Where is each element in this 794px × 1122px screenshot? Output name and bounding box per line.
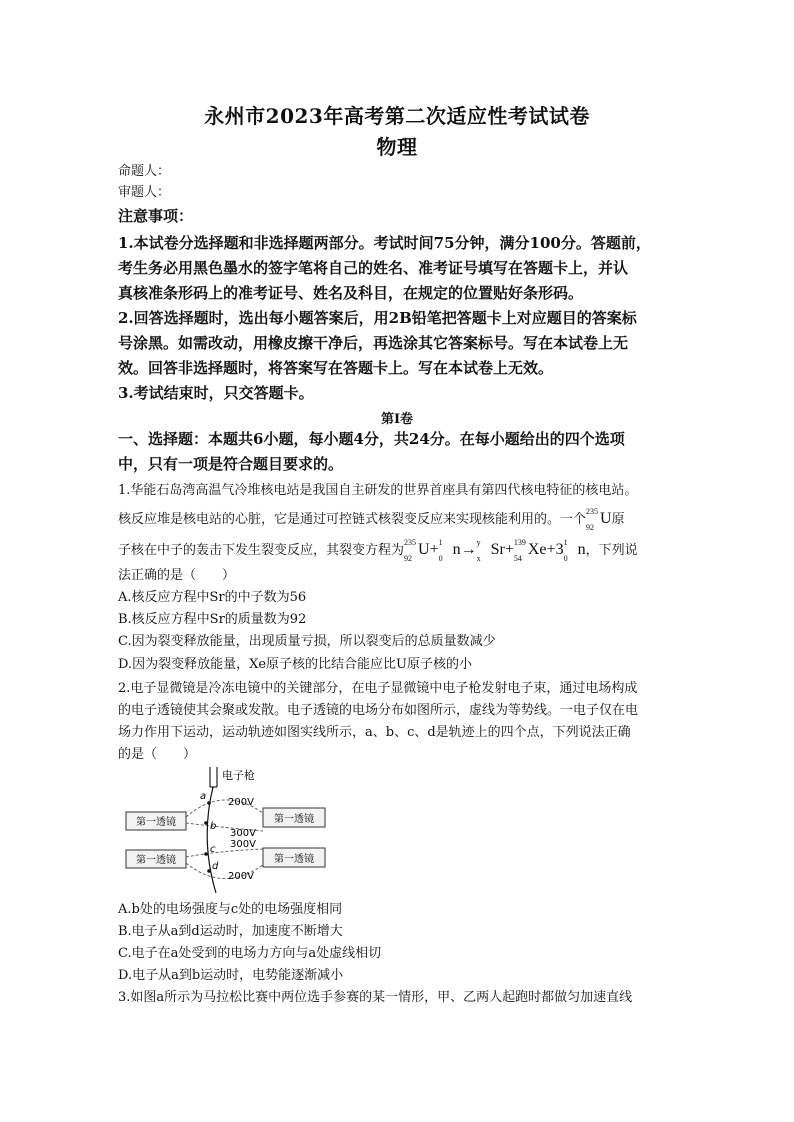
label-a: a <box>200 791 207 802</box>
q1-text: 核反应堆是核电站的心脏，它是通过可控链式核裂变反应来实现核能利用的。一个 <box>118 512 587 527</box>
voltage-label: 200V <box>228 797 254 808</box>
exam-title: 永州市2023年高考第二次适应性考试试卷 <box>204 104 590 128</box>
q1-option-d: D.因为裂变释放能量，Xe原子核的比结合能应比U原子核的小 <box>118 657 472 672</box>
part-label: 第Ⅰ卷 <box>380 412 414 427</box>
voltage-label: 300V <box>230 839 256 850</box>
q2-stem: 的电子透镜使其会聚或发散。电子透镜的电场分布如图所示，虚线为等势线。一电子仅在电 <box>118 703 639 718</box>
gun-label: 电子枪 <box>222 769 255 782</box>
q2-stem: 的是（ ） <box>118 747 197 762</box>
eq-n: 1 0 n <box>438 538 461 563</box>
q1-text: 原 <box>611 512 625 527</box>
eq-sr: y x Sr <box>476 538 505 563</box>
q1-text: 子核在中子的轰击下发生裂变反应，其裂变方程为 <box>118 543 405 558</box>
eq-u: 235 92 U <box>404 538 430 563</box>
section-heading: 一、选择题：本题共6小题，每小题4分，共24分。在每小题给出的四个选项 <box>118 430 625 448</box>
lens-label: 第一透镜 <box>136 817 176 828</box>
notes-line: 3.考试结束时，只交答题卡。 <box>118 384 314 402</box>
q1-stem <box>118 509 698 530</box>
notes-heading: 注意事项： <box>118 207 194 225</box>
eq-n2: 1 0 n <box>563 538 586 563</box>
nuclide-u: 235 92 U <box>586 507 612 532</box>
point-d <box>207 869 211 873</box>
q1-option-a: A.核反应方程中Sr的中子数为56 <box>118 590 307 605</box>
q2-stem: 2.电子显微镜是冷冻电镜中的关键部分，在电子显微镜中电子枪发射电子束，通过电场构成 <box>118 681 638 696</box>
q2-option-b: B.电子从a到d运动时，加速度不断增大 <box>118 924 343 939</box>
notes-line: 效。回答非选择题时，将答案写在答题卡上。写在本试卷上无效。 <box>118 359 554 377</box>
q1-stem: 子核在中子的轰击下发生裂变反应，其裂变方程为 235 92 U+ 1 0 n→ y x Sr+ 139 54 Xe+3 1 0 n，下列说 <box>118 538 638 563</box>
label-d: d <box>212 861 219 872</box>
voltage-label: 300V <box>230 828 256 839</box>
author-label: 命题人： <box>118 164 171 179</box>
eq-xe: 139 54 Xe <box>513 538 547 563</box>
label-c: c <box>210 844 216 855</box>
point-a <box>207 801 211 805</box>
notes-line: 号涂黑。如需改动，用橡皮擦干净后，再选涂其它答案标号。写在本试卷上无 <box>118 334 629 352</box>
q2-option-d: D.电子从a到b运动时，电势能逐渐减小 <box>118 968 344 983</box>
q1-text: ，下列说 <box>585 543 638 558</box>
q2-option-c: C.电子在a处受到的电场力方向与a处虚线相切 <box>118 946 382 961</box>
electron-lens-figure <box>118 765 338 895</box>
notes-line: 1.本试卷分选择题和非选择题两部分。考试时间75分钟，满分100分。答题前， <box>118 234 651 252</box>
lens-label: 第一透镜 <box>136 855 176 866</box>
point-b <box>204 821 208 825</box>
point-c <box>204 852 208 856</box>
q2-option-a: A.b处的电场强度与c处的电场强度相同 <box>118 902 343 917</box>
q1-stem: 法正确的是（ ） <box>118 568 236 583</box>
exam-subject: 物理 <box>376 135 418 159</box>
notes-line: 真核准条形码上的准考证号、姓名及科目，在规定的位置贴好条形码。 <box>118 284 584 302</box>
lens-label: 第一透镜 <box>274 814 314 825</box>
q1-option-b: B.核反应方程中Sr的质量数为92 <box>118 612 307 627</box>
q2-stem: 场力作用下运动，运动轨迹如图实线所示，a、b、c、d是轨迹上的四个点，下列说法正确 <box>118 725 631 740</box>
notes-line: 考生务必用黑色墨水的签字笔将自己的姓名、准考证号填写在答题卡上，并认 <box>118 259 629 277</box>
lens-label: 第一透镜 <box>274 854 314 865</box>
q3-stem: 3.如图a所示为马拉松比赛中两位选手参赛的某一情形，甲、乙两人起跑时都做匀加速直线 <box>118 990 633 1005</box>
equipotential-300-bottom <box>186 849 263 857</box>
voltage-label: 200V <box>228 871 254 882</box>
section-heading: 中，只有一项是符合题目要求的。 <box>118 455 344 473</box>
q1-option-c: C.因为裂变释放能量，出现质量亏损，所以裂变后的总质量数减少 <box>118 634 496 649</box>
label-b: b <box>210 821 217 832</box>
q1-stem: 1.华能石岛湾高温气冷堆核电站是我国自主研发的世界首座具有第四代核电特征的核电站。 <box>118 483 638 498</box>
reviewer-label: 审题人： <box>118 185 171 200</box>
notes-line: 2.回答选择题时，选出每小题答案后，用2B铅笔把答题卡上对应题目的答案标 <box>118 309 637 327</box>
